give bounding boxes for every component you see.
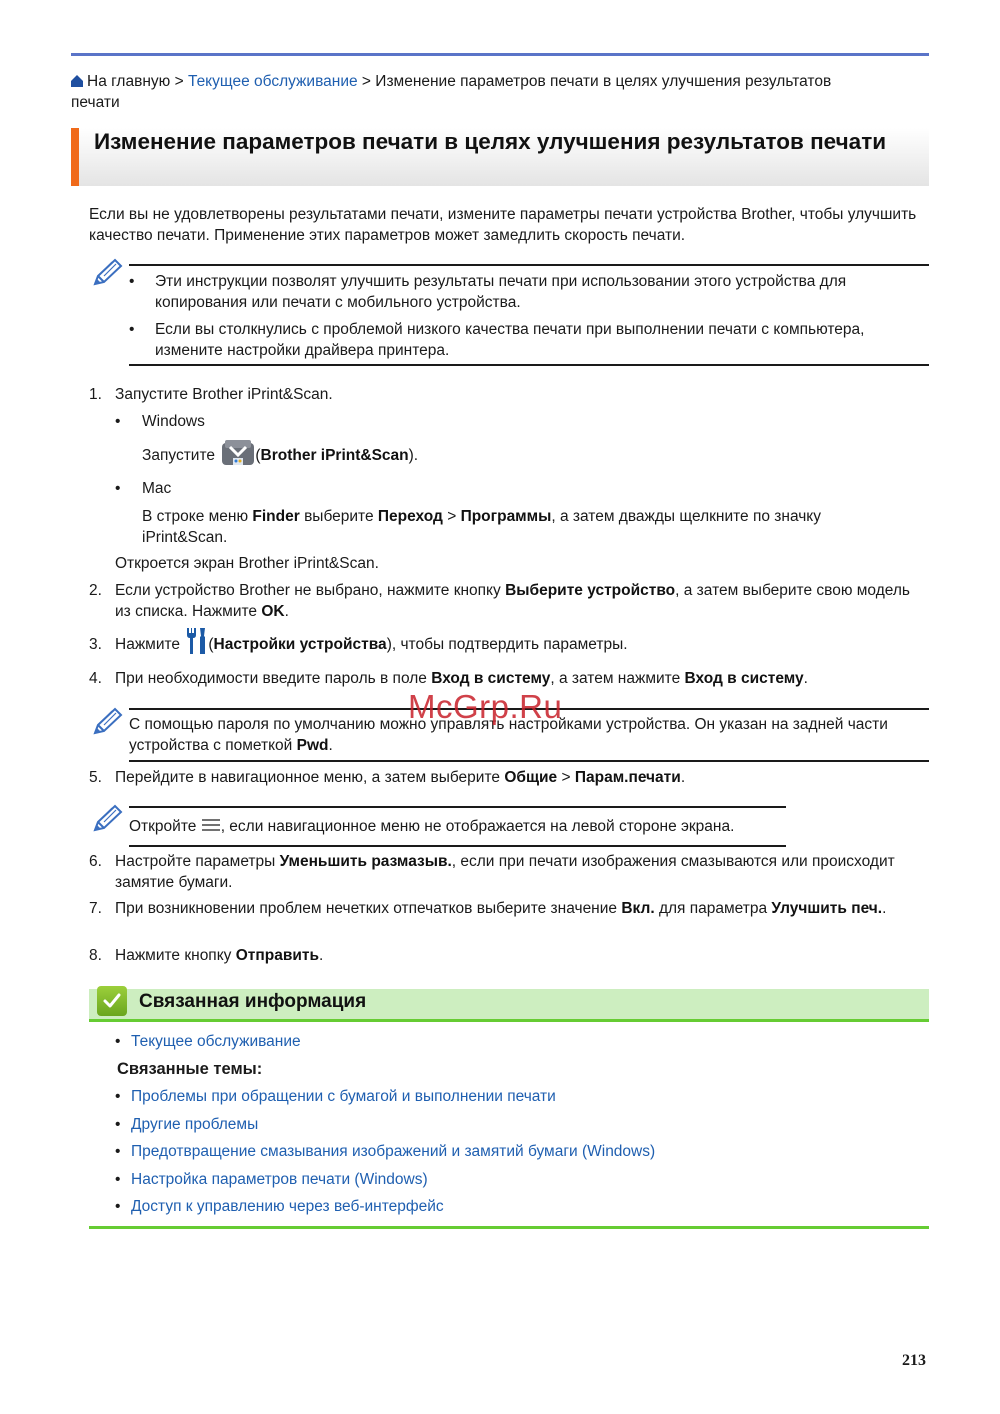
related-topics-heading: Связанные темы: <box>117 1060 263 1078</box>
related-topic-item: • Предотвращение смазывания изображений и замятий бумаги (Windows) <box>115 1143 656 1160</box>
step-1-windows-instruction: Запустите (Brother iPrint&Scan). <box>142 445 418 467</box>
related-info-rule <box>89 1019 929 1022</box>
page-number: 213 <box>902 1352 926 1369</box>
note-rule-bottom <box>129 760 929 762</box>
iprint-scan-app-icon[interactable] <box>221 439 255 467</box>
watermark: McGrp.Ru <box>408 688 563 725</box>
manual-page: На главную > Текущее обслуживание > Изменение параметров печати в целях улучшения результатов печати Изменение параметров печати в целях улучшения результатов печати Если вы не удовлетворены результатами печати, измените параметры печати устройства Brother, чтобы улучшить качество печати. Применение этих параметров может замедлить скорость печати. • Эти инструкции позволят улучшить результаты печати при использовании этого устройства для копирования или печати с мобильного устройства. • Если вы столкнулись с проблемой низкого качества печати при выполнении печати с компьютера, измените настройки драйвера принтера. 1. Запустите Brother iPrint&Scan. • Windows Запустите (Brother iPrint&Scan). • Mac В строке меню Finder выберите Переход > Программы, а затем дважды щелкните по значку iPrint&Scan. Откроется экран Brother iPrint&Scan. 2. Если устройство Brother не выбрано, нажмите кнопку Выберите устройство, а затем выберите свою модель из списка. Нажмите OK. 3. Нажмите (Настройки устройства), чтобы подтвердить параметры. 4. При необходимости введите пароль в поле Вход в систему, а затем нажмите Вход в систему. С помощью пароля по умолчанию можно управлять настройками устройства. Он указан на задней части устройства с пометкой Pwd. 5. Перейдите в навигационное меню, а затем выберите Общие > Парам.печати. Откройте , если навигационное меню не отображается на левой стороне экрана. 6. Настройте параметры Уменьшить размазыв., если при печати изображения смазываются или происходит замятие бумаги. 7. При возникновении проблем нечетких отпечатков выберите значение Вкл. для параметра Улучшить печ.. 8. Нажмите кнопку Отправить. Связанная информация • Текущее обслуживание Связанные темы: • Проблемы при обращении с бумагой и выполнении печати • Другие проблемы • Предотвращение смазывания изображений и замятий бумаги (Windows) • Настройка параметров печати (Windows) • Доступ к управлению через веб-интерфейс McGrp.Ru 213 <box>0 0 1000 1414</box>
pencil-note-icon <box>91 804 125 834</box>
page-title: Изменение параметров печати в целях улучшения результатов печати <box>94 129 887 154</box>
topic-link-paper-handling[interactable]: Проблемы при обращении с бумагой и выполнении печати <box>131 1088 556 1105</box>
note-list <box>129 271 929 367</box>
note-rule-bottom <box>129 845 786 847</box>
note-item: • Эти инструкции позволят улучшить результаты печати при использовании этого устройства для копирования или печати с мобильного устройства. <box>129 273 847 311</box>
related-link-maintenance[interactable]: Текущее обслуживание <box>131 1033 301 1050</box>
top-rule <box>71 53 929 56</box>
checkmark-icon <box>97 986 127 1016</box>
breadcrumb-link-maintenance[interactable]: Текущее обслуживание <box>187 73 358 90</box>
step-1-result: Откроется экран Brother iPrint&Scan. <box>115 555 379 572</box>
related-bottom-rule <box>89 1226 929 1229</box>
topic-link-prevent-smudging[interactable]: Предотвращение смазывания изображений и замятий бумаги (Windows) <box>131 1143 656 1160</box>
related-info-header <box>89 989 929 1019</box>
related-topic-item: • Проблемы при обращении с бумагой и выполнении печати <box>115 1088 556 1105</box>
home-icon[interactable] <box>71 75 83 87</box>
breadcrumb-separator: > <box>174 73 184 90</box>
note-rule-bottom <box>129 364 929 366</box>
related-topic-item: • Настройка параметров печати (Windows) <box>115 1170 428 1188</box>
topic-link-print-settings[interactable]: Настройка параметров печати (Windows) <box>131 1170 428 1188</box>
device-settings-icon[interactable] <box>184 626 208 656</box>
related-topic-item: • Доступ к управлению через веб-интерфейс <box>115 1198 444 1215</box>
related-link-item: • Текущее обслуживание <box>115 1033 301 1050</box>
note-item: • Если вы столкнулись с проблемой низкого качества печати при выполнении печати с компьютера, измените настройки драйвера принтера. <box>129 321 865 359</box>
breadcrumb-separator: > <box>361 73 371 90</box>
pencil-note-icon <box>91 258 125 288</box>
related-info-title: Связанная информация <box>139 991 367 1012</box>
pencil-note-icon <box>91 707 125 737</box>
related-topic-item: • Другие проблемы <box>115 1115 259 1133</box>
note-text: С помощью пароля по умолчанию можно управлять настройками устройства. Он указан на задней части устройства с пометкой Pwd. <box>129 716 888 754</box>
note-text: Откройте , если навигационное меню не отображается на левой стороне экрана. <box>129 818 735 835</box>
breadcrumb-current: Изменение параметров печати в целях улучшения результатов печати <box>71 73 832 111</box>
step-1-mac-instruction: В строке меню Finder выберите Переход > Программы, а затем дважды щелкните по значку iPrint&Scan. <box>142 508 822 546</box>
breadcrumb-home[interactable]: На главную <box>87 73 171 90</box>
note-box-1 <box>89 262 929 372</box>
note-rule-top <box>129 806 786 808</box>
intro-paragraph: Если вы не удовлетворены результатами печати, измените параметры печати устройства Brother, чтобы улучшить качество печати. Применение этих параметров может замедлить скорость печати. <box>89 206 917 244</box>
title-band <box>71 128 929 186</box>
topic-link-web-management[interactable]: Доступ к управлению через веб-интерфейс <box>131 1198 444 1215</box>
hamburger-menu-icon[interactable] <box>201 818 221 832</box>
note-rule-top <box>129 264 929 266</box>
title-accent-bar <box>71 128 79 186</box>
related-topics <box>115 1086 655 1224</box>
related-links <box>115 1031 301 1059</box>
note-box-3 <box>89 805 789 847</box>
breadcrumb <box>71 71 871 113</box>
topic-link-other-problems[interactable]: Другие проблемы <box>131 1115 259 1133</box>
